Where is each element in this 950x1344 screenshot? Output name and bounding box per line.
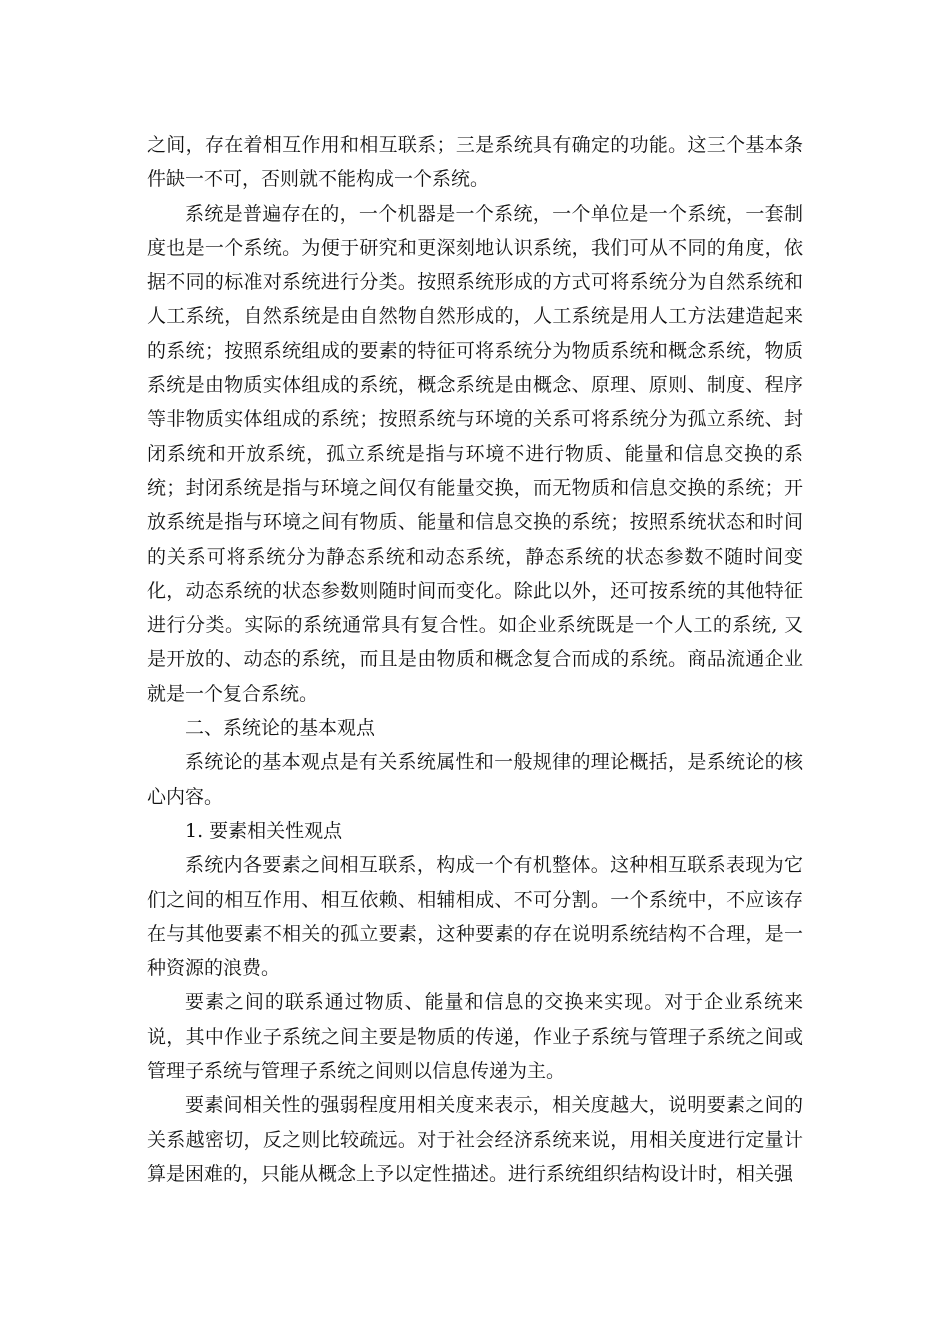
paragraph-basic-views: 系统论的基本观点是有关系统属性和一般规律的理论概括，是系统论的核心内容。 <box>147 751 803 808</box>
section-heading-basic-views: 二、系统论的基本观点 <box>185 717 376 740</box>
subheading-element-correlation: 1. 要素相关性观点 <box>185 819 343 842</box>
paragraph-element-correlation-1: 系统内各要素之间相互联系，构成一个有机整体。这种相互联系表现为它们之间的相互作用、相互依赖、相辅相成、不可分割。一个系统中，不应该存在与其他要素不相关的孤立要素，这种要素的存在说明系统结构不合理，是一种资源的浪费。 <box>147 854 803 980</box>
paragraph-continuation: 之间，存在着相互作用和相互联系；三是系统具有确定的功能。这三个基本条件缺一不可，否则就不能构成一个系统。 <box>147 134 803 191</box>
paragraph-element-correlation-3: 要素间相关性的强弱程度用相关度来表示，相关度越大，说明要素之间的关系越密切，反之则比较疏远。对于社会经济系统来说，用相关度进行定量计算是困难的，只能从概念上予以定性描述。进行系统组织结构设计时，相关强 <box>147 1094 803 1185</box>
paragraph-element-correlation-2: 要素之间的联系通过物质、能量和信息的交换来实现。对于企业系统来说，其中作业子系统之间主要是物质的传递，作业子系统与管理子系统之间或管理子系统与管理子系统之间则以信息传递为主。 <box>147 991 803 1083</box>
paragraph-system-classification: 系统是普遍存在的，一个机器是一个系统，一个单位是一个系统，一套制度也是一个系统。为便于研究和更深刻地认识系统，我们可从不同的角度，依据不同的标准对系统进行分类。按照系统形成的方式可将系统分为自然系统和人工系统，自然系统是由自然物自然形成的，人工系统是用人工方法建造起来的系统；按照系统组成的要素的特征可将系统分为物质系统和概念系统，物质系统是由物质实体组成的系统，概念系统是由概念、原理、原则、制度、程序等非物质实体组成的系统；按照系统与环境的关系可将系统分为孤立系统、封闭系统和开放系统，孤立系统是指与环境不进行物质、能量和信息交换的系统；封闭系统是指与环境之间仅有能量交换，而无物质和信息交换的系统；开放系统是指与环境之间有物质、能量和信息交换的系统；按照系统状态和时间的关系可将系统分为静态系统和动态系统，静态系统的状态参数不随时间变化，动态系统的状态参数则随时间而变化。除此以外，还可按系统的其他特征进行分类。实际的系统通常具有复合性。如企业系统既是一个人工的系统, 又是开放的、动态的系统，而且是由物质和概念复合而成的系统。商品流通企业就是一个复合系统。 <box>147 202 803 705</box>
document-body <box>147 128 803 1191</box>
